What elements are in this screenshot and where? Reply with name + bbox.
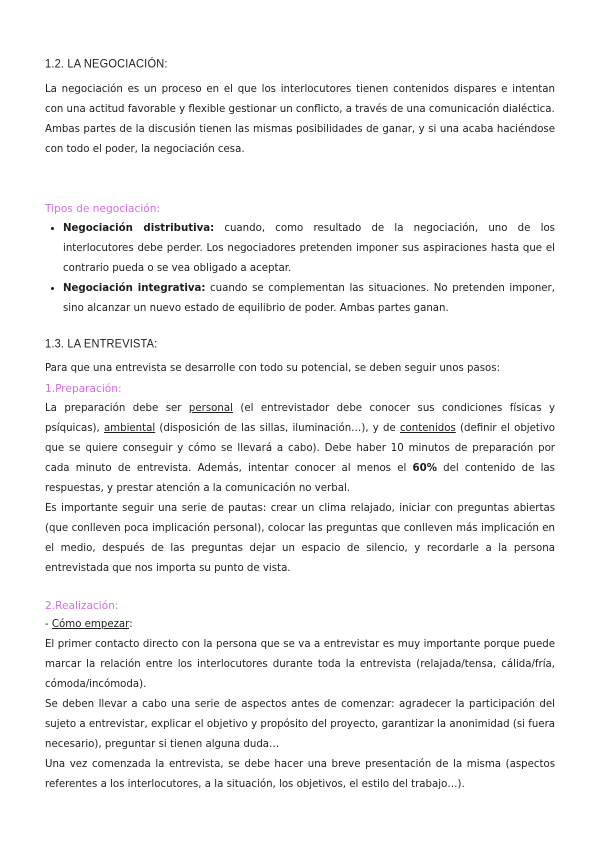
- paragraph: El primer contacto directo con la persona que se va a entrevistar es muy importante porque puede marcar la relación entre los interlocutores durante toda la entrevista (relajada/tensa, cálida/fría, cómoda/incómoda).: [45, 639, 555, 690]
- paragraph: Es importante seguir una serie de pautas: crear un clima relajado, iniciar con preguntas abiertas (que conlleven poca implicación personal), colocar las preguntas que conlleven más implicación en el medio, después de las preguntas dejar un espacio de silencio, y recordarle a la persona entrevistada que nos importa su punto de vista.: [45, 503, 555, 574]
- subheading: - Cómo empezar:: [45, 619, 133, 630]
- paragraph: La negociación es un proceso en el que los interlocutores tienen contenidos dispares e intentan con una actitud favorable y flexible gestionar un conflicto, a través de una comunicación dialéctica.: [45, 84, 555, 115]
- real-title: 2.Realización:: [45, 600, 119, 612]
- heading-entrevista: 1.3. LA ENTREVISTA:: [45, 338, 158, 351]
- definition: cuando, como resultado de la negociación, uno de los interlocutores debe perder. Los negociadores pretenden imponer sus aspiraciones hasta que el contrario pueda o se vea obligado a aceptar.: [63, 223, 555, 274]
- prep-title: 1.Preparación:: [45, 383, 122, 395]
- paragraph: Para que una entrevista se desarrolle con todo su potencial, se deben seguir unos pasos:: [45, 363, 500, 374]
- paragraph: Una vez comenzada la entrevista, se debe hacer una breve presentación de la misma (aspectos referentes a los interlocutores, a la situación, los objetivos, el estilo del trabajo…).: [45, 759, 555, 790]
- list-item: [63, 279, 555, 319]
- definition: cuando se complementan las situaciones. No pretenden imponer, sino alcanzar un nuevo estado de equilibrio de poder. Ambas partes ganan.: [63, 283, 555, 314]
- types-list: [45, 219, 555, 319]
- list-item: [63, 219, 555, 279]
- realizacion-body: [45, 615, 555, 795]
- term: Negociación distributiva:: [63, 223, 215, 234]
- types-title: Tipos de negociación:: [45, 203, 161, 215]
- paragraph: Se deben llevar a cabo una serie de aspectos antes de comenzar: agradecer la participación del sujeto a entrevistar, explicar el objetivo y propósito del proyecto, garantizar la anonimidad (si fuera necesario), preguntar si tienen alguna duda…: [45, 699, 555, 750]
- negociacion-body: [45, 80, 555, 160]
- heading-negociacion: 1.2. LA NEGOCIACIÓN:: [45, 58, 168, 71]
- term: Negociación integrativa:: [63, 283, 206, 294]
- paragraph: Ambas partes de la discusión tienen las mismas posibilidades de ganar, y si una acaba haciéndose con todo el poder, la negociación cesa.: [45, 124, 555, 155]
- entrevista-body: [45, 359, 555, 579]
- prep-paragraph: La preparación debe ser personal (el entrevistador debe conocer sus condiciones físicas y psíquicas), ambiental (disposición de las sillas, iluminación…), y de contenidos (definir el objetivo que se quiere conseguir y cómo se llevará a cabo). Debe haber 10 minutos de preparación por cada minuto de entrevista. Además, intentar conocer al menos el 60% del contenido de las respuestas, y prestar atención a la comunicación no verbal.: [45, 403, 555, 494]
